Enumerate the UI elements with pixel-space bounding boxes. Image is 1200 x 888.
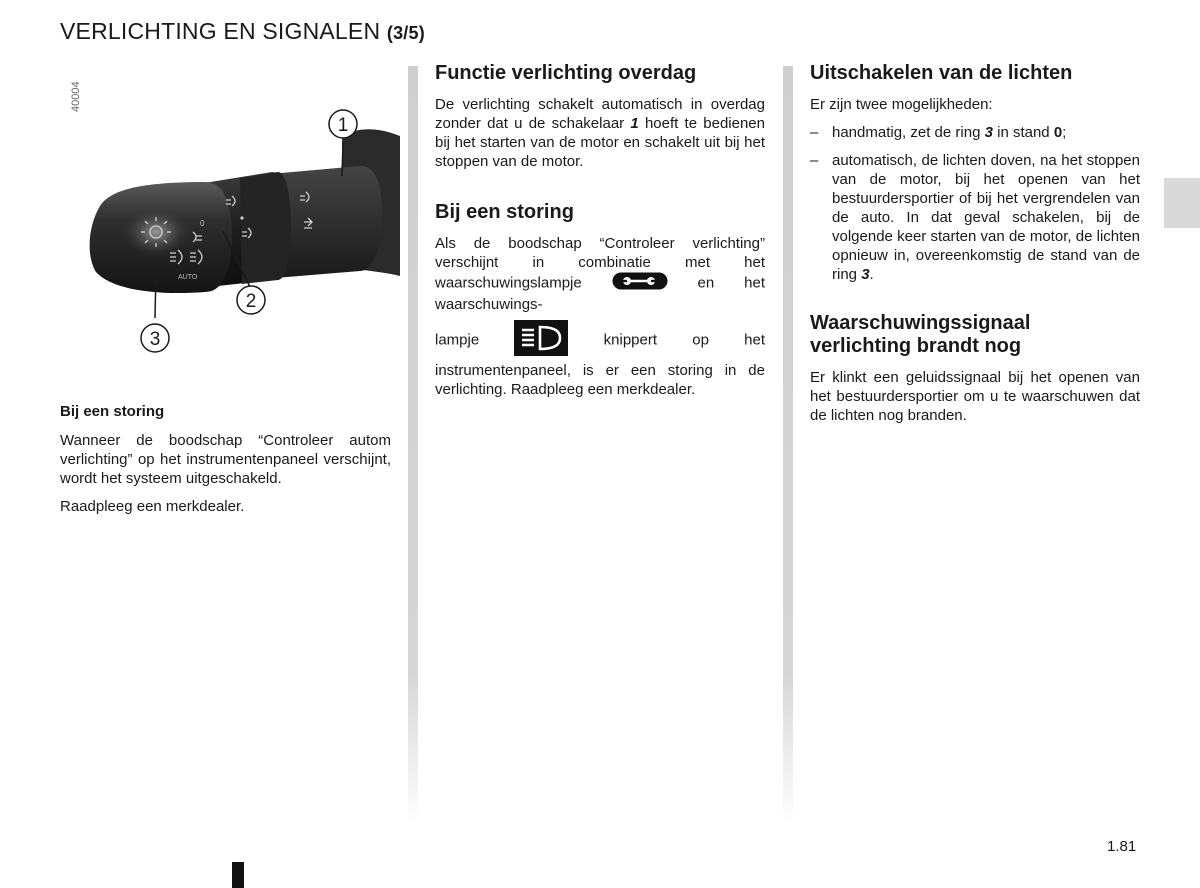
left-column	[60, 402, 391, 525]
title-part-number: (3/5)	[386, 23, 425, 43]
malfunction-text	[435, 234, 765, 314]
list-item	[810, 123, 1140, 142]
option-text: handmatig, zet de ring	[832, 124, 985, 141]
daytime-text-part: hoeft te bedienen bij het starten van de motor en schakelt uit bij het stoppen van de motor.	[435, 115, 765, 170]
option-text: .	[869, 266, 874, 283]
page-marker-bar	[232, 862, 244, 888]
option-text: in stand	[992, 124, 1054, 141]
page-number: 1.81	[1107, 838, 1137, 855]
svg-text:1: 1	[337, 115, 349, 136]
column-divider-2	[783, 66, 793, 826]
page-title	[60, 18, 425, 45]
lights-off-intro: Er zijn twee mogelijkheden:	[810, 96, 993, 113]
malfunction-text-part: lampje	[435, 331, 480, 349]
option-text: ;	[1062, 124, 1067, 141]
section-title-malfunction: Bij een storing	[435, 201, 574, 223]
callout-1-line	[342, 142, 343, 176]
callout-2	[237, 286, 265, 314]
right-column	[810, 62, 1140, 434]
position-ref: 0	[1053, 124, 1063, 141]
daytime-lighting-text	[435, 95, 765, 171]
malfunction-text-continued	[435, 320, 765, 399]
stalk-zero-label: 0	[200, 219, 205, 228]
knob-highlight	[120, 206, 192, 258]
title-text: VERLICHTING EN SIGNALEN	[60, 18, 381, 44]
section-title-lights-off: Uitschakelen van de lichten	[810, 62, 1073, 84]
ring-ref: 3	[984, 124, 993, 141]
ring-ref: 3	[861, 266, 870, 283]
daytime-text-part: De verlichting schakelt automatisch in overdag zonder dat u de schakelaar	[435, 96, 765, 132]
stalk-auto-label: AUTO	[178, 274, 198, 281]
svg-text:3: 3	[149, 329, 161, 350]
light-stalk-figure	[60, 66, 400, 366]
section-title-warning-signal: Waarschuwingssignaal verlichting brandt nog	[810, 312, 1031, 357]
ring-3	[240, 172, 291, 284]
figure-code: 40004	[70, 81, 82, 112]
callout-3	[141, 324, 169, 352]
svg-text:2: 2	[245, 291, 257, 312]
middle-column	[435, 62, 765, 408]
headlight-warning-icon	[514, 320, 568, 361]
left-paragraph-1: Wanneer de boodschap “Controleer autom verlichting” op het instrumentenpaneel verschijnt, wordt het systeem uitgeschakeld.	[60, 432, 391, 487]
warning-signal-text: Er klinkt een geluidssignaal bij het openen van het bestuurdersportier om u te waarschuwen dat de lichten nog branden.	[810, 369, 1140, 424]
light-stalk-illustration	[60, 66, 400, 366]
list-item	[810, 151, 1140, 284]
callout-3-line	[155, 269, 156, 318]
chapter-tab	[1164, 178, 1200, 228]
malfunction-text-part: Als de boodschap “Controleer verlichting” verschijnt in combinatie met het waarschuwingslampje	[435, 235, 765, 292]
column-divider-1	[408, 66, 418, 826]
section-title-daytime-lighting: Functie verlichting overdag	[435, 62, 697, 84]
malfunction-text-part: knippert op het instrumentenpaneel, is er een storing in de verlichting. Raadpleeg een merkdealer.	[435, 331, 766, 398]
switch-ref: 1	[630, 115, 639, 132]
callout-1	[329, 110, 357, 138]
left-heading: Bij een storing	[60, 403, 165, 420]
service-warning-icon	[612, 272, 668, 295]
left-paragraph-2: Raadpleeg een merkdealer.	[60, 498, 245, 515]
lights-off-options	[810, 123, 1140, 284]
option-text: automatisch, de lichten doven, na het stoppen van de motor, bij het openen van het bestuurdersportier of bij het vergrendelen van de auto. In dat geval schakelen, bij de volgende keer starten van de motor, de lichten opnieuw in, overeenkomstig de stand van de ring	[832, 152, 1140, 283]
malfunction-text-part: en het waarschuwings-	[435, 274, 765, 313]
